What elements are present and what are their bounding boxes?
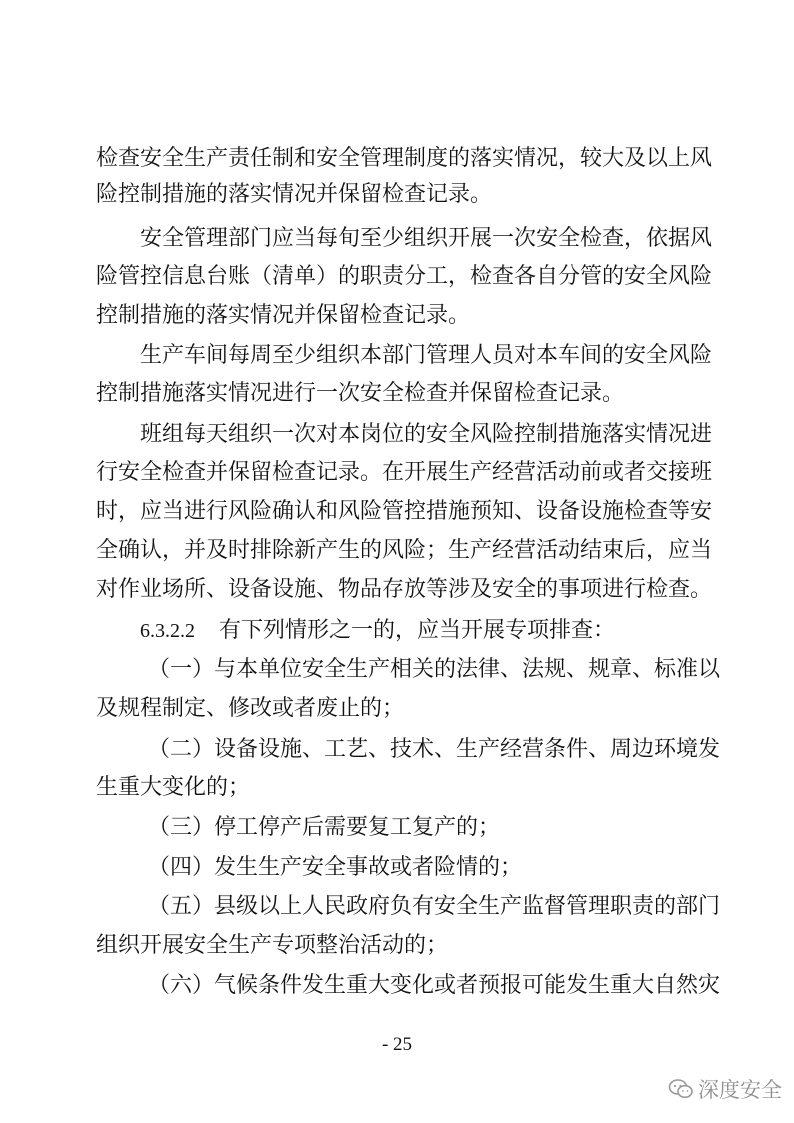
text-line: 时，应当进行风险确认和风险管控措施预知、设备设施检查等安 <box>96 499 713 524</box>
text-line: 控制措施的落实情况并保留检查记录。 <box>96 303 471 328</box>
text-line: 生重大变化的； <box>96 775 251 800</box>
text-line: 控制措施落实情况进行一次安全检查并保留检查记录。 <box>96 381 625 406</box>
list-item: （三）停工停产后需要复工复产的； <box>148 815 501 840</box>
text-line: 安全管理部门应当每旬至少组织开展一次安全检查，依据风 <box>140 226 713 251</box>
text-line: 检查安全生产责任制和安全管理制度的落实情况，较大及以上风 <box>96 146 713 171</box>
watermark-text: 深度安全 <box>698 1078 782 1102</box>
text-line: 险控制措施的落实情况并保留检查记录。 <box>96 182 493 207</box>
list-item: （六）气候条件发生重大变化或者预报可能发生重大自然灾 <box>148 973 721 998</box>
page-number: - 25 <box>381 1034 413 1055</box>
clause-heading <box>140 618 750 644</box>
wechat-icon <box>668 1078 694 1100</box>
text-line: 行安全检查并保留检查记录。在开展生产经营活动前或者交接班 <box>96 460 713 485</box>
clause-number: 6.3.2.2 <box>140 620 195 642</box>
text-line: 对作业场所、设备设施、物品存放等涉及安全的事项进行检查。 <box>96 577 713 602</box>
watermark <box>668 1074 782 1104</box>
text-line: 班组每天组织一次对本岗位的安全风险控制措施落实情况进 <box>140 422 713 447</box>
text-line: 生产车间每周至少组织本部门管理人员对本车间的安全风险 <box>140 343 713 368</box>
text-line: 组织开展安全生产专项整治活动的； <box>96 933 449 958</box>
text-line: 及规程制定、修改或者废止的； <box>96 696 405 721</box>
text-line: 全确认，并及时排除新产生的风险；生产经营活动结束后，应当 <box>96 538 713 563</box>
list-item: （二）设备设施、工艺、技术、生产经营条件、周边环境发 <box>148 737 721 762</box>
text-line: 险管控信息台账（清单）的职责分工，检查各自分管的安全风险 <box>96 264 713 289</box>
clause-text: 有下列情形之一的，应当开展专项排查： <box>219 618 616 643</box>
list-item: （四）发生生产安全事故或者险情的； <box>148 855 523 880</box>
list-item: （五）县级以上人民政府负有安全生产监督管理职责的部门 <box>148 894 721 919</box>
list-item: （一）与本单位安全生产相关的法律、法规、规章、标准以 <box>148 657 721 682</box>
